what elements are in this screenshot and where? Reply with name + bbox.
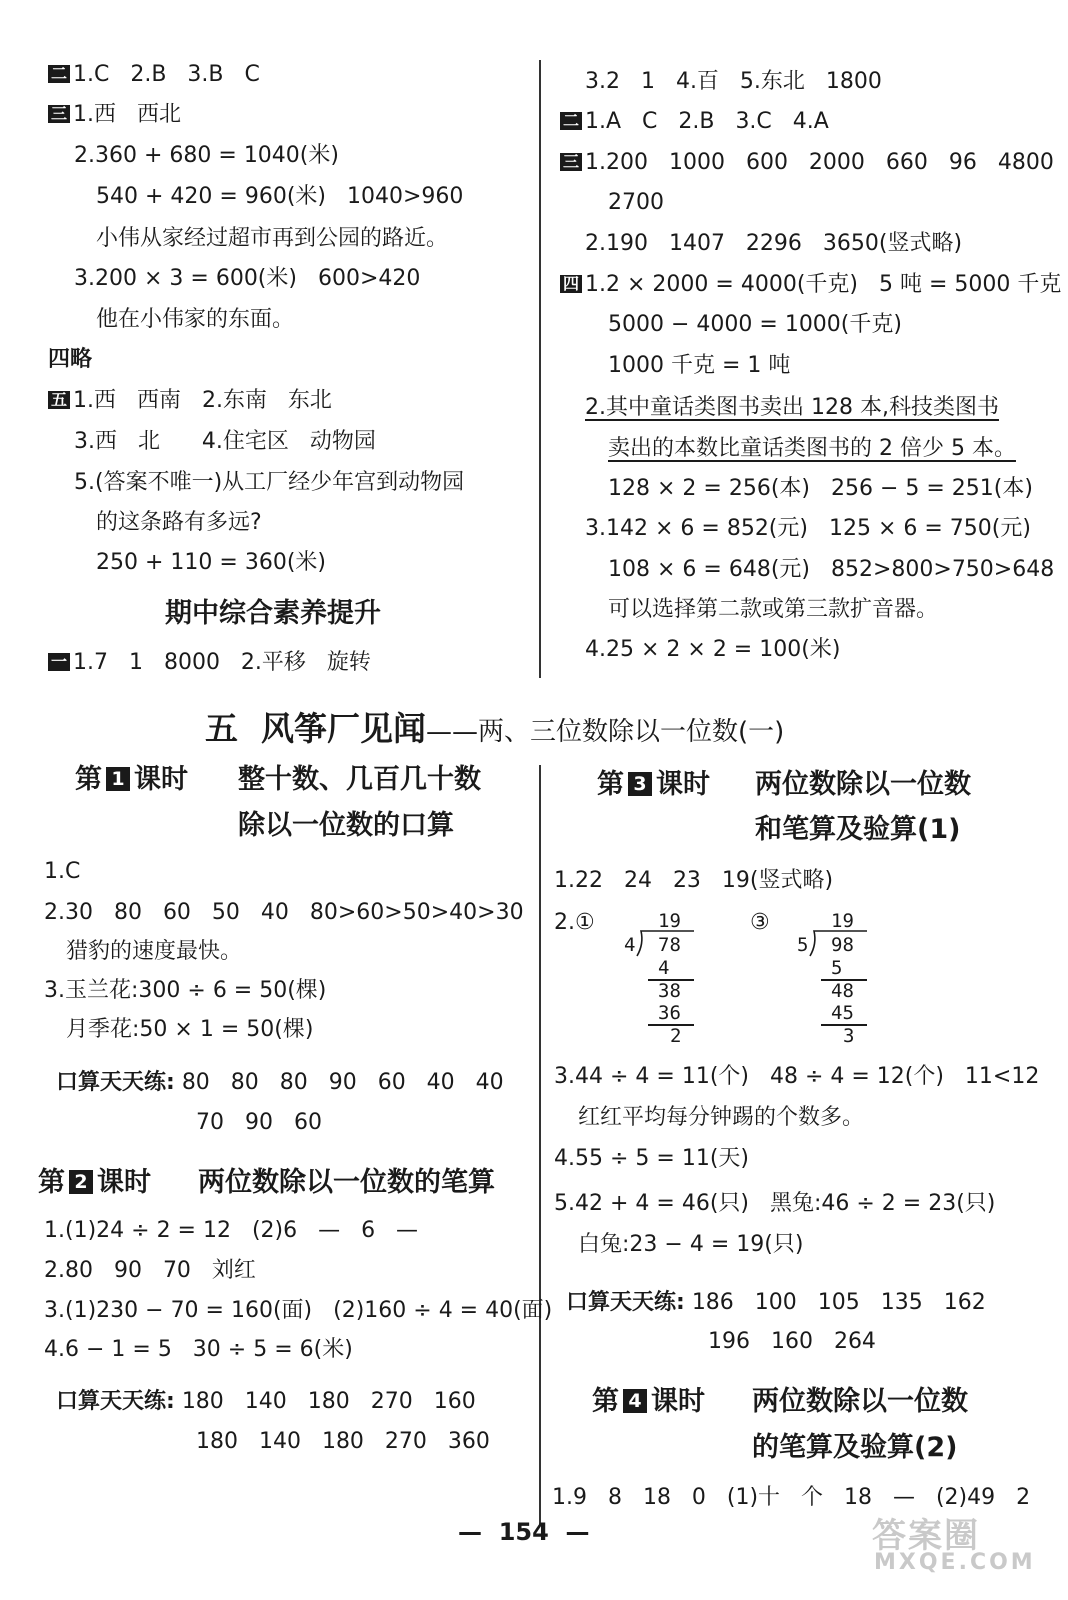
answer-line: 三 1.200 1000 600 2000 660 96 4800 (560, 148, 1054, 178)
answer-line: 可以选择第二款或第三款扩音器。 (608, 597, 939, 622)
answer-line: 3.玉兰花:300 ÷ 6 = 50(棵) (44, 978, 327, 1003)
lesson-title: 第 4 课时 (592, 1386, 705, 1417)
answer-line: 2.80 90 70 刘红 (44, 1258, 256, 1283)
section-marker: 一 (48, 653, 70, 671)
answer-line: 白兔:23 − 4 = 19(只) (578, 1232, 804, 1257)
answer-line: 3.142 × 6 = 852(元) 125 × 6 = 750(元) (585, 516, 1031, 541)
answer-line: 4.55 ÷ 5 = 11(天) (554, 1146, 749, 1171)
answer-line: 五 1.西 西南 2.东南 东北 (48, 386, 332, 416)
column-divider (539, 765, 541, 1525)
watermark: 答案圈 (872, 1516, 980, 1556)
answer-line: 2.190 1407 2296 3650(竖式略) (585, 231, 963, 256)
answer-line: 3.44 ÷ 4 = 11(个) 48 ÷ 4 = 12(个) 11<12 (554, 1064, 1040, 1089)
oral-practice: 口算天天练: 186 100 105 135 162 (566, 1290, 986, 1315)
answer-line: 250 + 110 = 360(米) (96, 550, 326, 575)
section-title: 期中综合素养提升 (165, 598, 381, 629)
answer-line: 3.西 北 4.住宅区 动物园 (74, 429, 376, 454)
answer-line: 108 × 6 = 648(元) 852>800>750>648 (608, 557, 1055, 582)
answer-line: 1.(1)24 ÷ 2 = 12 (2)6 — 6 — (44, 1218, 419, 1243)
answer-line: 2.30 80 60 50 40 80>60>50>40>30 (44, 900, 524, 925)
answer-line: 1000 千克 = 1 吨 (608, 353, 791, 378)
answer-line: 1.9 8 18 0 (1)十 个 18 — (2)49 2 (552, 1485, 1031, 1510)
oral-practice: 口算天天练: 80 80 80 90 60 40 40 (56, 1070, 504, 1095)
answer-line: 二 1.C 2.B 3.B C (48, 60, 260, 90)
lesson-title: 的笔算及验算(2) (752, 1432, 958, 1463)
answer-line: 月季花:50 × 1 = 50(棵) (66, 1017, 314, 1042)
oral-practice: 196 160 264 (708, 1329, 876, 1354)
answer-line: 128 × 2 = 256(本) 256 − 5 = 251(本) (608, 476, 1033, 501)
watermark-site: MXQE.COM (874, 1550, 1036, 1575)
lesson-title: 两位数除以一位数 (755, 769, 971, 800)
column-divider (539, 60, 541, 678)
answer-line: 四 1.2 × 2000 = 4000(千克) 5 吨 = 5000 千克 (560, 270, 1061, 300)
section-marker: 四 (560, 275, 582, 293)
lesson-title: 第 2 课时 (38, 1167, 151, 1198)
answer-line: 4.6 − 1 = 5 30 ÷ 5 = 6(米) (44, 1337, 353, 1362)
answer-line: 三 1.西 西北 (48, 100, 181, 130)
answer-line: 二 1.A C 2.B 3.C 4.A (560, 107, 829, 137)
answer-line: 一 1.7 1 8000 2.平移 旋转 (48, 648, 371, 678)
answer-line: 猎豹的速度最快。 (66, 939, 243, 964)
answer-line: 2.360 + 680 = 1040(米) (74, 143, 339, 168)
section-marker: 五 (48, 391, 70, 409)
answer-line: 卖出的本数比童话类图书的 2 倍少 5 本。 (608, 436, 1016, 461)
page-number: — 154 — (458, 1518, 590, 1546)
answer-line: 3.200 × 3 = 600(米) 600>420 (74, 266, 421, 291)
answer-line: 5.(答案不唯一)从工厂经少年宫到动物园 (74, 470, 465, 495)
answer-line: 他在小伟家的东面。 (96, 307, 295, 332)
answer-line: 1.22 24 23 19(竖式略) (554, 868, 834, 893)
oral-practice: 180 140 180 270 360 (196, 1429, 490, 1454)
lesson-title: 和笔算及验算(1) (755, 814, 961, 845)
answer-line: 2700 (608, 190, 664, 215)
long-division: 19 5 98 5 48 45 3 (793, 908, 883, 1048)
answer-line: 2.其中童话类图书卖出 128 本,科技类图书 (585, 395, 999, 420)
answer-line: 小伟从家经过超市再到公园的路近。 (96, 226, 449, 251)
lesson-title: 整十数、几百几十数 (238, 764, 481, 795)
lesson-title: 除以一位数的口算 (238, 810, 454, 841)
section-marker: 三 (48, 105, 70, 123)
answer-line: 5.42 + 4 = 46(只) 黑兔:46 ÷ 2 = 23(只) (554, 1191, 996, 1216)
answer-line: 四略 (48, 347, 93, 372)
answer-line: 4.25 × 2 × 2 = 100(米) (585, 637, 841, 662)
section-marker: 二 (560, 112, 582, 130)
lesson-title: 两位数除以一位数 (752, 1386, 968, 1417)
lesson-title: 第 3 课时 (597, 769, 710, 800)
section-marker: 二 (48, 65, 70, 83)
answer-line: 540 + 420 = 960(米) 1040>960 (96, 184, 464, 209)
answer-line: 的这条路有多远? (96, 510, 262, 535)
answer-line: ③ (750, 910, 770, 935)
answer-line: 1.C (44, 859, 81, 884)
oral-practice: 70 90 60 (196, 1110, 322, 1135)
chapter-heading: 五 风筝厂见闻——两、三位数除以一位数(一) (205, 709, 785, 748)
answer-line: 3.(1)230 − 70 = 160(面) (2)160 ÷ 4 = 40(面) (44, 1298, 553, 1323)
lesson-title: 第 1 课时 (75, 764, 188, 795)
answer-line: 红红平均每分钟踢的个数多。 (578, 1105, 865, 1130)
answer-line: 3.2 1 4.百 5.东北 1800 (585, 69, 882, 94)
lesson-title: 两位数除以一位数的笔算 (198, 1167, 495, 1198)
answer-line: 2.① (554, 910, 595, 935)
section-marker: 三 (560, 153, 582, 171)
long-division: 19 4 78 4 38 36 2 (620, 908, 710, 1048)
answer-line: 5000 − 4000 = 1000(千克) (608, 312, 902, 337)
oral-practice: 口算天天练: 180 140 180 270 160 (56, 1389, 476, 1414)
